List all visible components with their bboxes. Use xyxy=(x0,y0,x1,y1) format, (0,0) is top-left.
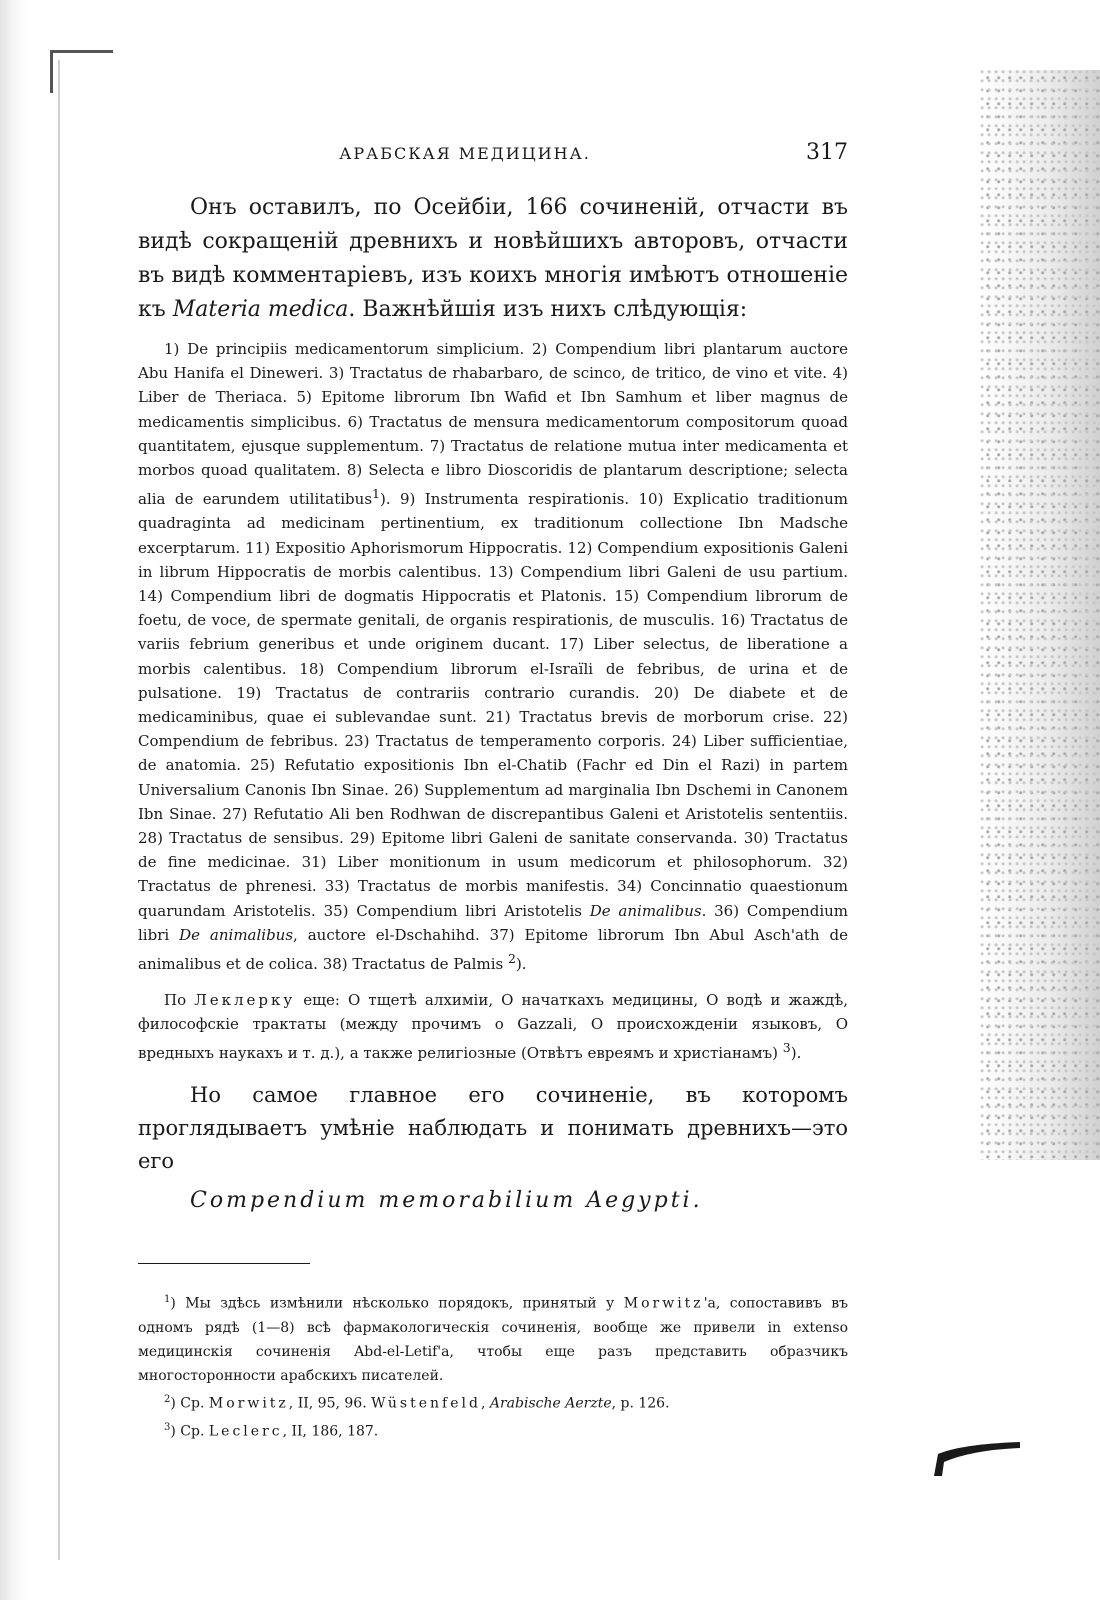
footnote-2-name2: Wüstenfeld xyxy=(371,1395,481,1412)
footnote-2-mid: , II, 95, 96. xyxy=(288,1395,372,1412)
works-part4: , auctore el-Dschahihd. 37) Epitome librorum Ibn Abul Asch'ath de animalibus et de colica. 38) Tractatus de Palmis xyxy=(138,925,848,974)
corner-mark xyxy=(50,50,113,93)
works-list-paragraph: 1) De principiis medicamentorum simplicium. 2) Compendium libri plantarum auctore Abu Hanifa el Dineweri. 3) Tractatus de rhabarbaro, de scinco, de tritico, de vino et vite. 4) Liber de Theriaca. 5) Epitome librorum Ibn Wafid et Ibn Samhum et liber magnus de medicamentis simplicibus. 6) Tractatus de mensura medicamentorum compositorum quoad quantitatem, ejusque supplementum. 7) Tractatus de relatione mutua inter medicamenta et morbos quoad qualitatem. 8) Selecta e libro Dioscoridis de plantarum descriptione; selecta alia de earundem utilitatibus$^1$). 9) Instrumenta respirationis. 10) Explicatio traditionum quadraginta ad medicinam pertinentium, ex traditionum collectione Ibn Madsche excerptarum. 11) Expositio Aphorismorum Hippocratis. 12) Compendium expositionis Galeni in librum Hippocratis de morbis calentibus. 13) Compendium libri Galeni de usu partium. 14) Compendium libri de dogmatis Hippocratis et Platonis. 15) Compendium librorum de foetu, de voce, de spermate genitali, de organis respirationis, de musculis. 16) Tractatus de variis febrium generibus et unde originem ducant. 17) Liber selectus, de liberatione a morbis calentibus. 18) Compendium librorum el-Israïli de febribus, de urina et de pulsatione. 19) Tractatus de contrariis contrario curandis. 20) De diabete et de medicaminibus, quae ei sublevandae sunt. 21) Tractatus brevis de morborum crise. 22) Compendium de febribus. 23) Tractatus de temperamento corporis. 24) Liber sufficientiae, de anatomia. 25) Refutatio expositionis Ibn el-Chatib (Fachr ed Din el Razi) in partem Universalium Canonis Ibn Sinae. 26) Supplementum ad marginalia Ibn Dschemi in Canonem Ibn Sinae. 27) Refutatio Ali ben Rodhwan de discrepantibus Galeni et Aristotelis sententiis. 28) Tractatus de sensibus. 29) Epitome libri Galeni de sanitate conservanda. 30) Tractatus de fine medicinae. 31) Liber monitionum in usum medicorum et philosophorum. 32) Tractatus de phrenesi. 33) Tractatus de morbis manifestis. 34) Concinnatio quaestionum quarundam Aristotelis. 35) Compendium libri Aristotelis De animalibus. 36) Compendium libri De animalibus, auctore el-Dschahihd. 37) Epitome librorum Ibn Abul Asch'ath de animalibus et de colica. 38) Tractatus de Palmis $^2$). xyxy=(138,340,849,974)
footnote-2-italic: Arabische Aerzte xyxy=(489,1395,612,1412)
leclerc-paragraph xyxy=(138,988,848,1065)
footnote-3-after: , II, 186, 187. xyxy=(282,1423,379,1440)
footnote-3-before: ) Ср. xyxy=(170,1423,209,1440)
footnote-2-mark: 2 xyxy=(164,1393,171,1405)
footnote-2-name1: Morwitz xyxy=(208,1395,289,1412)
footnote-3 xyxy=(138,1416,848,1444)
footnote-1 xyxy=(138,1288,848,1388)
book-title: Compendium memorabilium Aegypti. xyxy=(190,1188,703,1214)
leclerc-prefix: По xyxy=(164,991,195,1010)
footnote-1-mark: 1 xyxy=(164,1294,171,1306)
lead-italic: Materia medica xyxy=(172,297,349,322)
footnote-ref-2: 2 xyxy=(507,951,516,967)
footnote-1-after: 'a, сопоставивъ въ одномъ рядѣ (1—8) всѣ фармакологическія сочиненія, вообще же привели in extenso медицинскія сочиненія Abd-el-Letif'a, чтобы еще разъ представить образчикъ многосторонности арабскихъ писателей. xyxy=(138,1295,848,1384)
footnote-2-before: ) Ср. xyxy=(170,1395,209,1412)
footnote-1-before: ) Мы здѣсь измѣнили нѣсколько порядокъ, принятый у xyxy=(170,1295,624,1312)
running-title: АРАБСКАЯ МЕДИЦИНА. xyxy=(339,144,591,163)
left-margin-rule xyxy=(58,60,60,1560)
works-part1: 1) De principiis medicamentorum simplicium. 2) Compendium libri plantarum auctore Abu Hanifa el Dineweri. 3) Tractatus de rhabarbaro, de scinco, de tritico, de vino et vite. 4) Liber de Theriaca. 5) Epitome librorum Ibn Wafid et Ibn Samhum et liber magnus de medicamentis simplicibus. 6) Tractatus de mensura medicamentorum compositorum quoad quantitatem, ejusque supplementum. 7) Tractatus de relatione mutua inter medicamenta et morbos quoad qualitatem. 8) Selecta e libro Dioscoridis de plantarum descriptione; selecta alia de earundem utilitatibus xyxy=(138,340,848,509)
page-number: 317 xyxy=(806,140,848,165)
footnote-2-comma: , xyxy=(480,1395,490,1412)
footnote-ref-1: 1 xyxy=(372,486,380,502)
footnote-2-after: , p. 126. xyxy=(611,1395,670,1412)
footnote-2 xyxy=(138,1388,848,1416)
leclerc-name: Леклерку xyxy=(194,991,296,1010)
works-italic-1: De animalibus xyxy=(589,901,702,920)
lead-text-before: Онъ оставилъ, по Осейбіи, 166 сочиненій, отчасти въ видѣ сокращеній древнихъ и новѣйшихъ авторовъ, отчасти въ видѣ комментаріевъ, изъ коихъ многія имѣютъ отношеніе къ xyxy=(138,195,848,322)
lead-paragraph xyxy=(138,191,848,327)
footnote-3-mark: 3 xyxy=(164,1421,171,1433)
leclerc-end: ). xyxy=(790,1044,802,1063)
footnote-divider xyxy=(138,1263,310,1264)
main-work-paragraph: Но самое главное его сочиненіе, въ которомъ проглядываетъ умѣніе наблюдать и понимать древнихъ—это его xyxy=(138,1083,848,1174)
works-part5: ). xyxy=(515,955,527,974)
works-italic-2: De animalibus xyxy=(179,925,294,944)
footnote-ref-3: 3 xyxy=(782,1040,791,1056)
lead-text-after: . Важнѣйшія изъ нихъ слѣдующія: xyxy=(348,297,748,322)
works-part3: . 36) Compendium libri xyxy=(138,901,849,944)
footnote-1-name: Morwitz xyxy=(623,1295,704,1312)
running-head xyxy=(138,140,848,165)
works-part2: . 9) Instrumenta respirationis. 10) Explicatio traditionum quadraginta ad medicinam pertinentium, ex traditionum collectione Ibn Madsche excerptarum. 11) Expositio Aphorismorum Hippocratis. 12) Compendium expositionis Galeni in librum Hippocratis de morbis calentibus. 13) Compendium libri Galeni de usu partium. 14) Compendium libri de dogmatis Hippocratis et Platonis. 15) Compendium librorum de foetu, de voce, de spermate genitali, de organis respirationis, de musculis. 16) Tractatus de variis febrium generibus et unde originem ducant. 17) Liber selectus, de liberatione a morbis calentibus. 18) Compendium librorum el-Israïli de febribus, de urina et de pulsatione. 19) Tractatus de contrariis contrario curandis. 20) De diabete et de medicaminibus, quae ei sublevandae sunt. 21) Tractatus brevis de morborum crise. 22) Compendium de febribus. 23) Tractatus de temperamento corporis. 24) Liber sufficientiae, de anatomia. 25) Refutatio expositionis Ibn el-Chatib (Fachr ed Din el Razi) in partem Universalium Canonis Ibn Sinae. 26) Supplementum ad marginalia Ibn Dschemi in Canonem Ibn Sinae. 27) Refutatio Ali ben Rodhwan de discrepantibus Galeni et Aristotelis sententiis. 28) Tractatus de sensibus. 29) Epitome libri Galeni de sanitate conservanda. 30) Tractatus de fine medicinae. 31) Liber monitionum in usum medicorum et philosophorum. 32) Tractatus de phrenesi. 33) Tractatus de morbis manifestis. 34) Concinnatio quaestionum quarundam Aristotelis. 35) Compendium libri Aristotelis xyxy=(138,490,848,920)
leclerc-text: еще: О тщетѣ алхиміи, О начаткахъ медицины, О водѣ и жаждѣ, философскіе трактаты (между прочимъ о Gazzali, О происхожденіи языковъ, О вредныхъ наукахъ и т. д.), а также религіозные (Отвѣтъ евреямъ и христіанамъ) xyxy=(138,991,849,1063)
left-page-shadow xyxy=(0,0,28,1600)
page-content xyxy=(138,140,848,1443)
ink-blot xyxy=(932,1440,1022,1478)
right-edge-speckle xyxy=(980,70,1100,1160)
footnote-3-name: Leclerc xyxy=(208,1423,283,1440)
